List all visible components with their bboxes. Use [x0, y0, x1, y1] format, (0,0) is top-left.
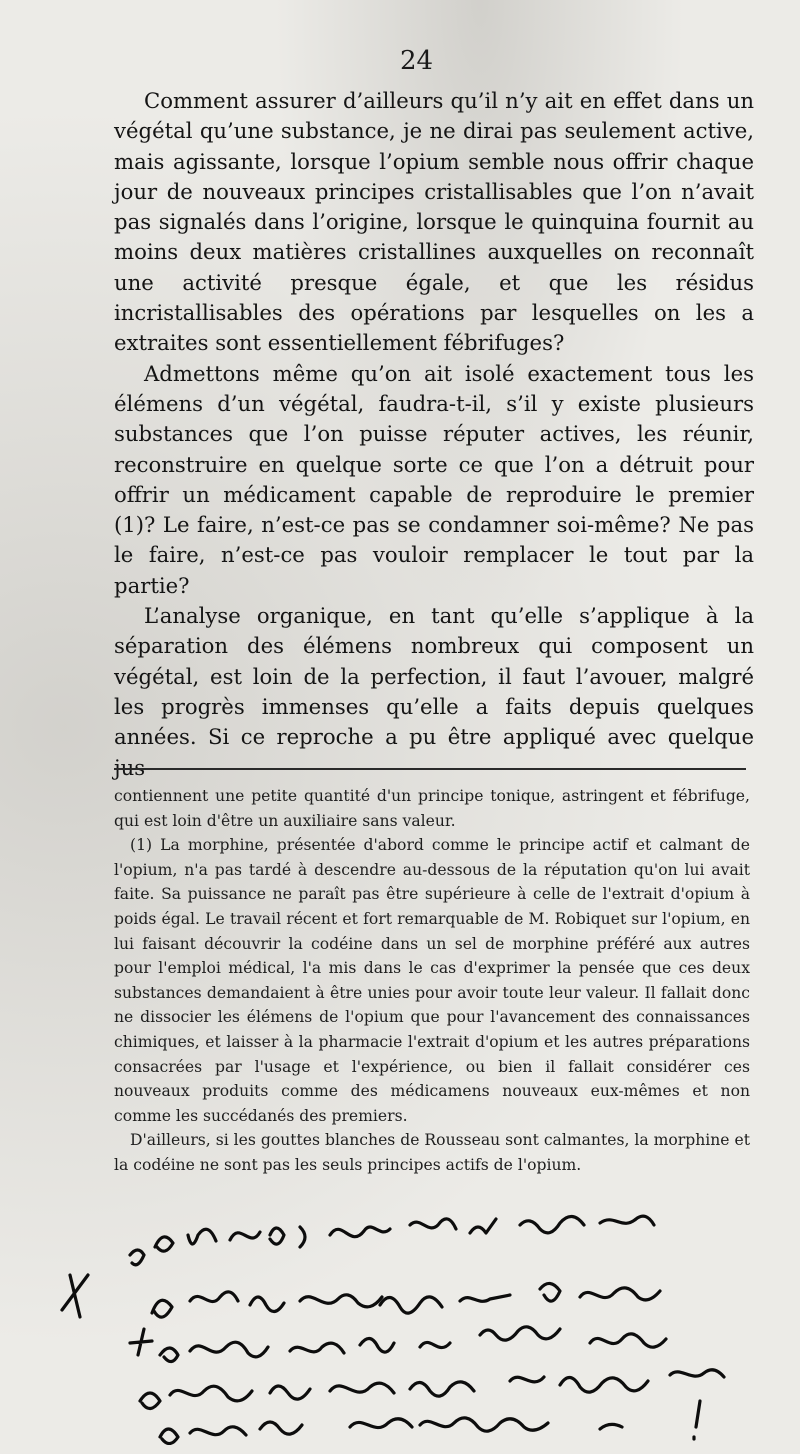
body-paragraph-2: Admettons même qu’on ait isolé exactement tous les élémens d’un végétal, faudra-t-il, s’il y existe plusieurs substances que l’on puisse réputer actives, les réunir, reconstruire en quelque sorte ce que l’on a détruit pour offrir un médicament capable de reproduire le premier (1)? Le faire, n’est-ce pas se condamner soi-même? Ne pas le faire, n’est-ce pas vouloir remplacer le tout par la partie? — [114, 360, 754, 598]
handwritten-x-mark — [62, 1275, 88, 1317]
body-text — [114, 86, 754, 783]
handwritten-annotation — [60, 1205, 780, 1445]
handwriting-scribble — [60, 1205, 780, 1445]
footnote-2: D'ailleurs, si les gouttes blanches de Rousseau sont calmantes, la morphine et la codéine ne sont pas les seuls principes actifs de l'opium. — [114, 1131, 750, 1174]
body-paragraph-3: L’analyse organique, en tant qu’elle s’applique à la séparation des élémens nombreux qui composent un végétal, est loin de la perfection, il faut l’avouer, malgré les progrès immenses qu’elle a faits depuis quelques années. Si ce reproche a pu être appliqué avec quelque jus- — [114, 603, 754, 780]
body-paragraph-1: Comment assurer d’ailleurs qu’il n’y ait en effet dans un végétal qu’une substance, je ne dirai pas seulement active, mais agissante, lorsque l’opium semble nous offrir chaque jour de nouveaux principes cristallisables que l’on n’avait pas signalés dans l’origine, lorsque le quinquina fournit au moins deux matières cristallines auxquelles on reconnaît une activité presque égale, et que les résidus incristallisables des opérations par lesquelles on les a extraites sont essentiellement fébrifuges? — [114, 88, 754, 356]
footnote-1: (1) La morphine, présentée d'abord comme le principe actif et calmant de l'opium, n'a pas tardé à descendre au-dessous de la réputation qu'on lui avait faite. Sa puissance ne paraît pas être supérieure à celle de l'extrait d'opium à poids égal. Le travail récent et fort remarquable de M. Robiquet sur l'opium, en lui faisant découvrir la codéine dans un sel de morphine préféré aux autres pour l'emploi médical, l'a mis dans le cas d'exprimer la pensée que ces deux substances demandaient à être unies pour avoir toute leur valeur. Il fallait donc ne dissocier les élémens de l'opium que pour l'avancement des connaissances chimiques, et laisser à la pharmacie l'extrait d'opium et les autres préparations consacrées par l'usage et l'expérience, ou bien il fallait considérer ces nouveaux produits comme des médicamens nouveaux eux-mêmes et non comme les succédanés des premiers. — [114, 836, 750, 1125]
footnote-continuation: contiennent une petite quantité d'un principe tonique, astringent et fébrifuge, qui est loin d'être un auxiliaire sans valeur. — [114, 787, 750, 830]
footnote-divider — [114, 768, 746, 770]
footnotes — [114, 784, 750, 1178]
page-number: 24 — [400, 46, 434, 76]
